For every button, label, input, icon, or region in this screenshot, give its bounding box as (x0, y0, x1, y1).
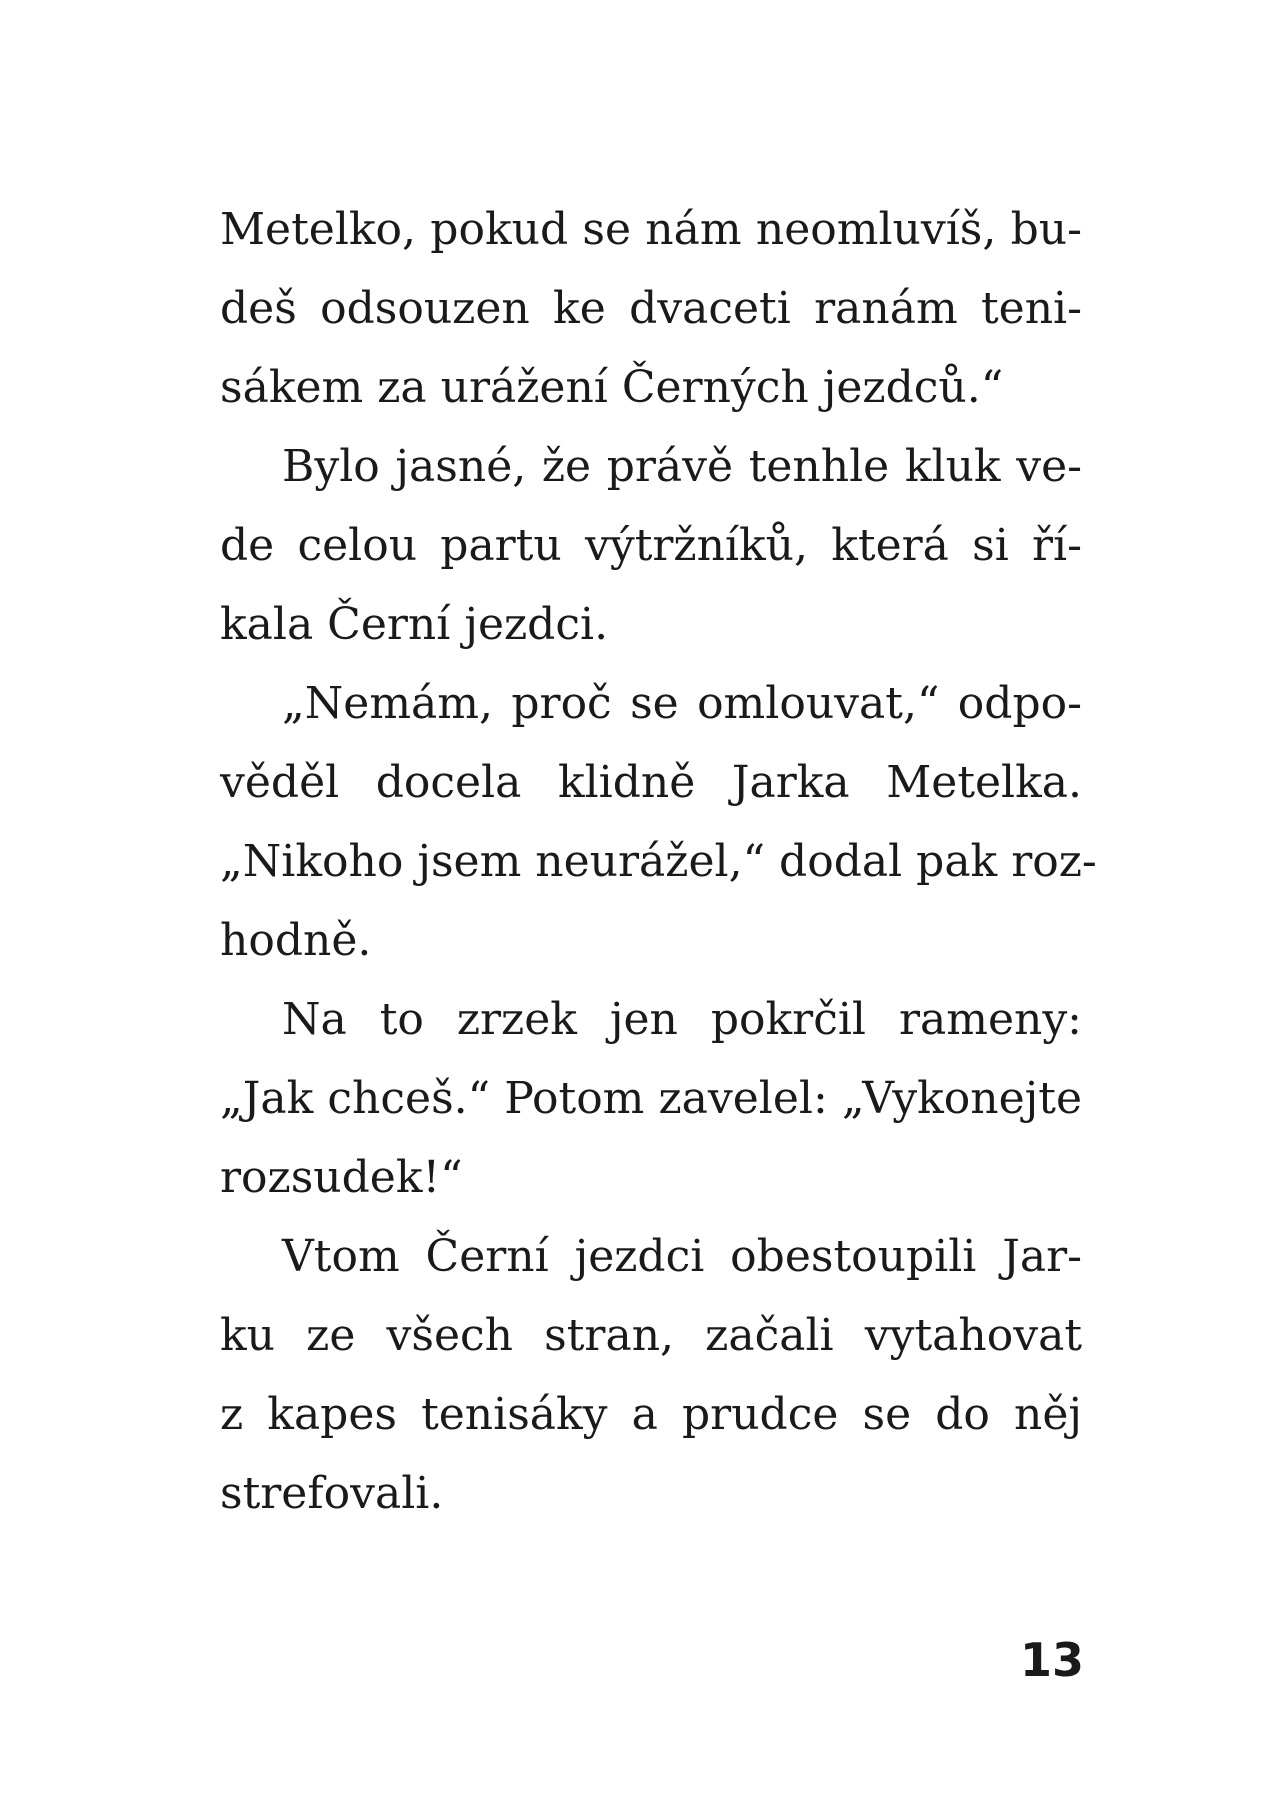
text-line: z kapes tenisáky a prudce se do něj (220, 1389, 1082, 1440)
text-line: rozsudek!“ (220, 1152, 463, 1203)
text-line: hodně. (220, 915, 372, 966)
text-line: kala Černí jezdci. (220, 599, 609, 650)
text-line: Bylo jasné, že právě tenhle kluk ve- (282, 441, 1082, 492)
text-line: Metelko, pokud se nám neomluvíš, bu- (220, 204, 1082, 255)
page-number: 13 (1019, 1633, 1084, 1687)
text-line: Vtom Černí jezdci obestoupili Jar- (282, 1231, 1082, 1282)
text-line: „Jak chceš.“ Potom zavelel: „Vykonejte (220, 1073, 1082, 1124)
text-line: „Nemám, proč se omlouvat,“ odpo- (282, 678, 1082, 729)
text-line: deš odsouzen ke dvaceti ranám teni- (220, 283, 1082, 334)
body-text (220, 190, 1097, 1533)
text-line: sákem za urážení Černých jezdců.“ (220, 362, 1004, 413)
text-line: strefovali. (220, 1468, 444, 1519)
text-line: věděl docela klidně Jarka Metelka. (220, 757, 1082, 808)
text-line: ku ze všech stran, začali vytahovat (220, 1310, 1082, 1361)
text-line: Na to zrzek jen pokrčil rameny: (282, 994, 1082, 1045)
text-line: de celou partu výtržníků, která si ří- (220, 520, 1082, 571)
text-line: „Nikoho jsem neurážel,“ dodal pak roz- (220, 836, 1097, 887)
